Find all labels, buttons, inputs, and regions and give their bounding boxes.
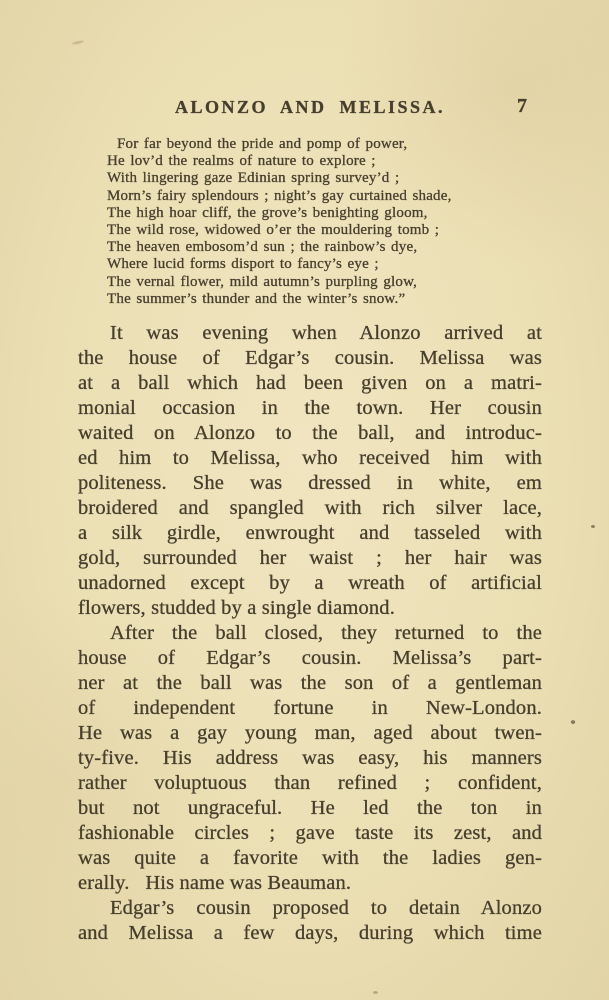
text-line: erally. His name was Beauman. <box>78 872 352 895</box>
text-line: waited on Alonzo to the ball, and introduc- <box>78 422 542 445</box>
text-line: ty-five. His address was easy, his manners <box>78 747 542 770</box>
text-line: house of Edgar’s cousin. Melissa’s part- <box>78 647 542 670</box>
text-line: politeness. She was dressed in white, em <box>78 472 542 495</box>
text-line: It was evening when Alonzo arrived at <box>110 322 542 345</box>
body-text <box>78 321 542 946</box>
poem-line: Morn’s fairy splendours ; night’s gay curtained shade, <box>107 187 452 204</box>
text-line: but not ungraceful. He led the ton in <box>78 797 542 820</box>
page-number: 7 <box>517 95 527 117</box>
poem-line: The wild rose, widowed o’er the mouldering tomb ; <box>107 222 440 239</box>
poem-line: For far beyond the pride and pomp of power, <box>117 136 408 152</box>
text-line: monial occasion in the town. Her cousin <box>78 397 542 420</box>
text-line: Edgar’s cousin proposed to detain Alonzo <box>110 897 542 920</box>
text-column <box>78 0 542 946</box>
scan-speck <box>591 525 595 528</box>
text-line: rather voluptuous than refined ; confident, <box>78 772 542 795</box>
text-line: ner at the ball was the son of a gentleman <box>78 672 542 695</box>
text-line: of independent fortune in New-London. <box>78 697 542 720</box>
poem-line: The high hoar cliff, the grove’s benighting gloom, <box>107 204 428 221</box>
text-line: and Melissa a few days, during which time <box>78 922 542 945</box>
paragraph <box>78 621 542 896</box>
text-line: the house of Edgar’s cousin. Melissa was <box>78 347 542 370</box>
poem-quote <box>107 136 542 308</box>
poem-line: He lov’d the realms of nature to explore ; <box>107 153 376 170</box>
scan-speck <box>373 991 378 994</box>
running-header <box>78 97 542 121</box>
paragraph <box>78 321 542 621</box>
text-line: was quite a favorite with the ladies gen- <box>78 847 542 870</box>
text-line: broidered and spangled with rich silver lace, <box>78 497 542 520</box>
poem-line: The heaven embosom’d sun ; the rainbow’s dye, <box>107 239 418 256</box>
text-line: unadorned except by a wreath of artificial <box>78 572 542 595</box>
text-line: After the ball closed, they returned to the <box>110 622 542 645</box>
text-line: a silk girdle, enwrought and tasseled with <box>78 522 542 545</box>
text-line: He was a gay young man, aged about twen- <box>78 722 542 745</box>
poem-line: With lingering gaze Edinian spring survey’d ; <box>107 170 400 187</box>
text-line: fashionable circles ; gave taste its zest, and <box>78 822 542 845</box>
text-line: flowers, studded by a single diamond. <box>78 597 395 620</box>
text-line: gold, surrounded her waist ; her hair was <box>78 547 542 570</box>
text-line: at a ball which had been given on a matri- <box>78 372 542 395</box>
paragraph <box>78 896 542 946</box>
poem-line: Where lucid forms disport to fancy’s eye ; <box>107 256 379 273</box>
page-title: ALONZO AND MELISSA. <box>174 97 446 117</box>
text-line: ed him to Melissa, who received him with <box>78 447 542 470</box>
poem-line: The summer’s thunder and the winter’s snow.” <box>107 290 406 307</box>
scan-speck <box>570 719 576 725</box>
poem-line: The vernal flower, mild autumn’s purpling glow, <box>107 273 418 290</box>
